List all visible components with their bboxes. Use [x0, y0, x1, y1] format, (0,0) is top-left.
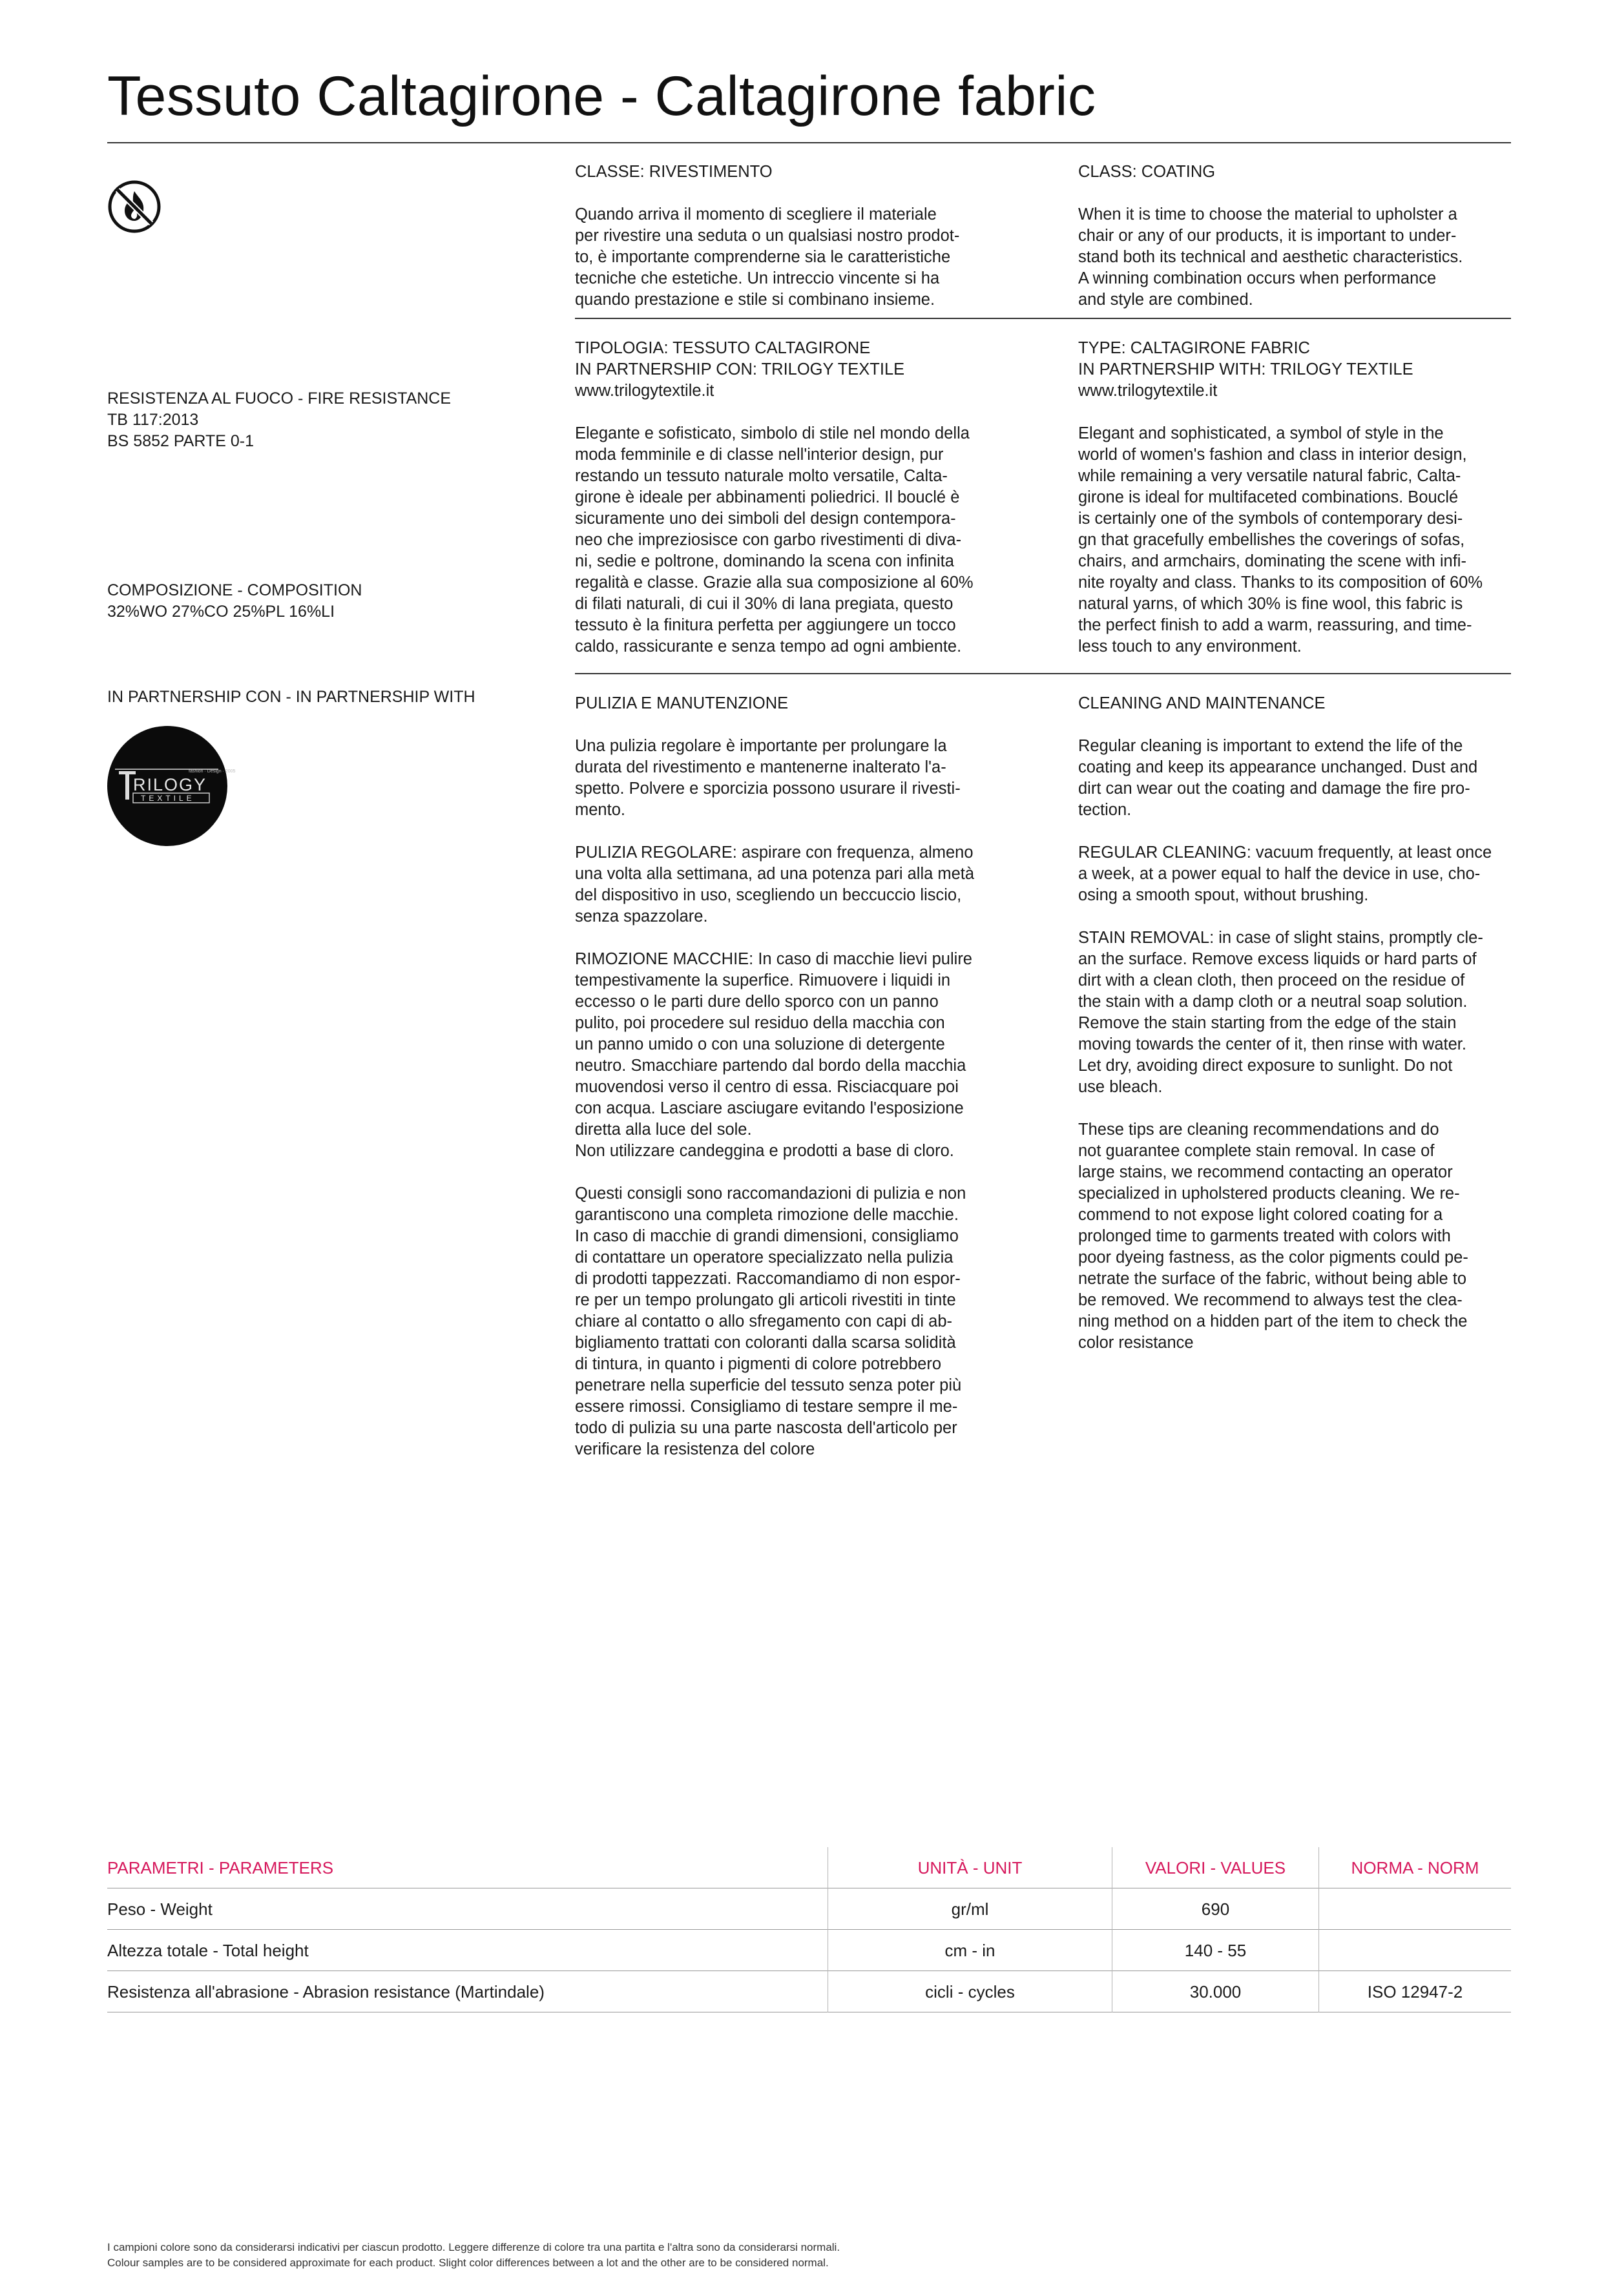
text-line: con acqua. Lasciare asciugare evitando l'esposizione — [575, 1099, 964, 1117]
text-line: to, è importante comprenderne sia le caratteristiche — [575, 248, 951, 266]
table-header-row — [107, 1847, 1511, 1888]
header-norm: NORMA - NORM — [1318, 1847, 1511, 1888]
text-line: the stain with a damp cloth or a neutral soap solution. — [1078, 993, 1468, 1011]
text-line: sicuramente uno dei simboli del design contempora- — [575, 510, 956, 528]
text-line: restando un tessuto naturale molto versatile, Calta- — [575, 467, 948, 485]
text-line: large stains, we recommend contacting an operator — [1078, 1163, 1453, 1181]
text-line: coating and keep its appearance unchanged. Dust and — [1078, 758, 1478, 776]
fire-resistance-value: BS 5852 PARTE 0-1 — [107, 432, 254, 450]
parameter-name: Resistenza all'abrasione - Abrasion resistance (Martindale) — [107, 1982, 545, 2001]
text-line: durata del rivestimento e mantenerne inalterato l'a- — [575, 758, 946, 776]
text-line: tecniche che estetiche. Un intreccio vincente si ha — [575, 269, 940, 287]
text-line: tempestivamente la superfice. Rimuovere i liquidi in — [575, 971, 951, 989]
no-fire-icon — [107, 180, 162, 234]
italian-cleaning-section — [575, 693, 1006, 1460]
text-line: tection. — [1078, 801, 1132, 819]
english-type-section — [1078, 338, 1509, 657]
text-line: ni, sedie e poltrone, dominando la scena con infinita — [575, 552, 954, 570]
text-line: di tintura, in quanto i pigmenti di colore potrebbero — [575, 1355, 942, 1373]
title-divider — [107, 142, 1511, 143]
text-line: REGULAR CLEANING: vacuum frequently, at least once — [1078, 843, 1492, 862]
text-line: a week, at a power equal to half the device in use, cho- — [1078, 865, 1481, 883]
class-heading-it: CLASSE: RIVESTIMENTO — [575, 163, 773, 181]
parameter-norm: ISO 12947-2 — [1318, 1971, 1511, 2012]
composition-label: COMPOSIZIONE - COMPOSITION — [107, 581, 362, 599]
text-line: netrate the surface of the fabric, without being able to — [1078, 1270, 1467, 1288]
text-line: an the surface. Remove excess liquids or hard parts of — [1078, 950, 1477, 968]
text-line: Elegant and sophisticated, a symbol of style in the — [1078, 424, 1444, 442]
text-line: A winning combination occurs when performance — [1078, 269, 1437, 287]
text-line: ning method on a hidden part of the item to check the — [1078, 1312, 1468, 1330]
text-line: chiare al contatto o allo sfregamento con capi di ab- — [575, 1312, 953, 1330]
text-line: prolonged time to garments treated with colors with — [1078, 1227, 1451, 1245]
text-line: per rivestire una seduta o un qualsiasi nostro prodot- — [575, 227, 960, 245]
table-row — [107, 1930, 1511, 1971]
fire-resistance-value: TB 117:2013 — [107, 411, 199, 429]
partnership-heading-line: IN PARTNERSHIP CON: TRILOGY TEXTILE — [575, 360, 905, 378]
text-line: nite royalty and class. Thanks to its composition of 60% — [1078, 574, 1483, 592]
text-line: verificare la resistenza del colore — [575, 1440, 815, 1458]
parameter-unit: cicli - cycles — [828, 1971, 1112, 2012]
cleaning-tips-en — [1078, 1119, 1509, 1354]
parameter-unit: cm - in — [828, 1930, 1112, 1971]
header-unit: UNITÀ - UNIT — [828, 1847, 1112, 1888]
parameter-value: 140 - 55 — [1112, 1930, 1318, 1971]
text-line: is certainly one of the symbols of contemporary desi- — [1078, 510, 1463, 528]
class-text-en — [1078, 204, 1509, 311]
text-line: garantiscono una completa rimozione delle macchie. — [575, 1206, 959, 1224]
text-line: gn that gracefully embellishes the coverings of sofas, — [1078, 531, 1465, 549]
text-line: re per un tempo prolungato gli articoli rivestiti in tinte — [575, 1291, 956, 1309]
parameter-norm — [1318, 1930, 1511, 1971]
page-title: Tessuto Caltagirone - Caltagirone fabric — [107, 65, 1096, 127]
text-line: and style are combined. — [1078, 291, 1253, 309]
type-text-it — [575, 423, 1006, 657]
text-line: These tips are cleaning recommendations and do — [1078, 1121, 1439, 1139]
text-line: chair or any of our products, it is important to under- — [1078, 227, 1457, 245]
cleaning-tips-it — [575, 1183, 1006, 1460]
parameter-norm — [1318, 1888, 1511, 1930]
text-line: specialized in upholstered products cleaning. We re- — [1078, 1184, 1460, 1203]
stain-removal-en — [1078, 927, 1509, 1098]
text-line: RIMOZIONE MACCHIE: In caso di macchie lievi pulire — [575, 950, 972, 968]
parameter-unit: gr/ml — [828, 1888, 1112, 1930]
text-line: moving towards the center of it, then rinse with water. — [1078, 1035, 1466, 1053]
fire-resistance-label: RESISTENZA AL FUOCO - FIRE RESISTANCE — [107, 389, 452, 408]
text-line: caldo, rassicurante e senza tempo ad ogni ambiente. — [575, 637, 962, 656]
text-line: PULIZIA REGOLARE: aspirare con frequenza, almeno — [575, 843, 974, 862]
table-row — [107, 1971, 1511, 2012]
text-line: pulito, poi procedere sul residuo della macchia con — [575, 1014, 945, 1032]
text-line: tessuto è la finitura perfetta per aggiungere un tocco — [575, 616, 956, 634]
text-line: Regular cleaning is important to extend the life of the — [1078, 737, 1463, 755]
footer-disclaimer — [107, 2240, 840, 2271]
text-line: regalità e classe. Grazie alla sua composizione al 60% — [575, 574, 974, 592]
text-line: Questi consigli sono raccomandazioni di pulizia e non — [575, 1184, 966, 1203]
cleaning-intro-it — [575, 736, 1006, 821]
text-line: In caso di macchie di grandi dimensioni, consigliamo — [575, 1227, 959, 1245]
table-row — [107, 1888, 1511, 1930]
class-text-it — [575, 204, 1006, 311]
text-line: while remaining a very versatile natural fabric, Calta- — [1078, 467, 1461, 485]
text-line: penetrare nella superficie del tessuto senza poter più — [575, 1376, 962, 1394]
composition-value: 32%WO 27%CO 25%PL 16%LI — [107, 603, 335, 621]
text-line: di prodotti tappezzati. Raccomandiamo di non espor- — [575, 1270, 961, 1288]
text-line: senza spazzolare. — [575, 907, 708, 926]
text-line: muovendosi verso il centro di essa. Risciacquare poi — [575, 1078, 959, 1096]
text-line: Una pulizia regolare è importante per prolungare la — [575, 737, 947, 755]
logo-text: RILOGY — [133, 775, 207, 794]
english-column — [1078, 161, 1509, 311]
parameter-value: 690 — [1112, 1888, 1318, 1930]
text-line: When it is time to choose the material to upholster a — [1078, 205, 1457, 223]
text-line: not guarantee complete stain removal. In case of — [1078, 1142, 1435, 1160]
text-line: del dispositivo in uso, scegliendo un beccuccio liscio, — [575, 886, 962, 904]
text-line: girone è ideale per abbinamenti poliedrici. Il bouclé è — [575, 488, 960, 506]
text-line: un panno umido o con una soluzione di detergente — [575, 1035, 945, 1053]
text-line: color resistance — [1078, 1334, 1194, 1352]
fire-resistance-block — [107, 388, 495, 452]
text-line: eccesso o le parti dure dello sporco con un panno — [575, 993, 939, 1011]
text-line: girone is ideal for multifaceted combinations. Bouclé — [1078, 488, 1459, 506]
text-line: neutro. Smacchiare partendo dal bordo della macchia — [575, 1057, 966, 1075]
text-line: osing a smooth spout, without brushing. — [1078, 886, 1369, 904]
text-line: todo di pulizia su una parte nascosta dell'articolo per — [575, 1419, 957, 1437]
text-line: world of women's fashion and class in interior design, — [1078, 446, 1467, 464]
composition-block — [107, 580, 495, 623]
text-line: mento. — [575, 801, 625, 819]
text-line: be removed. We recommend to always test the clea- — [1078, 1291, 1463, 1309]
type-heading-line: TYPE: CALTAGIRONE FABRIC — [1078, 339, 1310, 357]
text-line: di filati naturali, di cui il 30% di lana pregiata, questo — [575, 595, 953, 613]
type-heading-line: TIPOLOGIA: TESSUTO CALTAGIRONE — [575, 339, 871, 357]
partnership-heading-line: IN PARTNERSHIP WITH: TRILOGY TEXTILE — [1078, 360, 1413, 378]
text-line: quando prestazione e stile si combinano insieme. — [575, 291, 935, 309]
text-line: less touch to any environment. — [1078, 637, 1302, 656]
text-line: di contattare un operatore specializzato nella pulizia — [575, 1248, 953, 1267]
regular-cleaning-it — [575, 842, 1006, 927]
logo-subtext: TEXTILE — [141, 794, 195, 803]
website-link[interactable]: www.trilogytextile.it — [575, 382, 714, 400]
regular-cleaning-en — [1078, 842, 1509, 906]
text-line: stand both its technical and aesthetic characteristics. — [1078, 248, 1463, 266]
text-line: STAIN REMOVAL: in case of slight stains, promptly cle- — [1078, 929, 1483, 947]
parameter-value: 30.000 — [1112, 1971, 1318, 2012]
cleaning-intro-en — [1078, 736, 1509, 821]
type-heading-en — [1078, 338, 1509, 402]
text-line: commend to not expose light colored coating for a — [1078, 1206, 1443, 1224]
text-line: natural yarns, of which 30% is fine wool, this fabric is — [1078, 595, 1463, 613]
italian-column — [575, 161, 1006, 311]
text-line: dirt can wear out the coating and damage the fire pro- — [1078, 780, 1470, 798]
parameters-table — [107, 1847, 1511, 2012]
partnership-label: IN PARTNERSHIP CON - IN PARTNERSHIP WITH — [107, 688, 475, 706]
website-link[interactable]: www.trilogytextile.it — [1078, 382, 1218, 400]
text-line: Remove the stain starting from the edge of the stain — [1078, 1014, 1457, 1032]
text-line: diretta alla luce del sole. — [575, 1121, 752, 1139]
text-line: una volta alla settimana, ad una potenza pari alla metà — [575, 865, 975, 883]
stain-removal-it — [575, 949, 1006, 1162]
text-line: use bleach. — [1078, 1078, 1163, 1096]
footer-line-en: Colour samples are to be considered approximate for each product. Slight color differences between a lot and the other are to be considered normal. — [107, 2257, 829, 2269]
header-values: VALORI - VALUES — [1112, 1847, 1318, 1888]
text-line: the perfect finish to add a warm, reassuring, and time- — [1078, 616, 1472, 634]
footer-line-it: I campioni colore sono da considerarsi indicativi per ciascun prodotto. Leggere differenze di colore tra una partita e l'altra sono da considerarsi normali. — [107, 2241, 840, 2253]
type-heading-it — [575, 338, 1006, 402]
text-line: moda femminile e di classe nell'interior design, pur — [575, 446, 944, 464]
text-line: Elegante e sofisticato, simbolo di stile nel mondo della — [575, 424, 970, 442]
partnership-block — [107, 687, 495, 708]
text-line: essere rimossi. Consigliamo di testare sempre il me- — [575, 1398, 958, 1416]
english-cleaning-section — [1078, 693, 1509, 1354]
logo-small-text: fashion · Design · 2005 — [189, 769, 236, 774]
text-line: chairs, and armchairs, dominating the scene with infi- — [1078, 552, 1466, 570]
text-line: Quando arriva il momento di scegliere il materiale — [575, 205, 937, 223]
text-line: neo che impreziosisce con garbo rivestimenti di diva- — [575, 531, 962, 549]
text-line: bigliamento trattati con coloranti dalla scarsa solidità — [575, 1334, 956, 1352]
parameter-name: Altezza totale - Total height — [107, 1941, 309, 1960]
section-divider — [575, 673, 1511, 674]
type-text-en — [1078, 423, 1509, 657]
text-line: poor dyeing fastness, as the color pigments could pe- — [1078, 1248, 1468, 1267]
class-heading-en: CLASS: COATING — [1078, 163, 1216, 181]
header-parameters: PARAMETRI - PARAMETERS — [107, 1858, 334, 1877]
section-divider — [575, 318, 1511, 319]
cleaning-heading-it: PULIZIA E MANUTENZIONE — [575, 694, 789, 712]
text-line: spetto. Polvere e sporcizia possono usurare il rivesti- — [575, 780, 961, 798]
parameter-name: Peso - Weight — [107, 1899, 213, 1919]
text-line: Non utilizzare candeggina e prodotti a base di cloro. — [575, 1142, 954, 1160]
text-line: dirt with a clean cloth, then proceed on the residue of — [1078, 971, 1465, 989]
trilogy-textile-logo — [107, 726, 236, 846]
cleaning-heading-en: CLEANING AND MAINTENANCE — [1078, 694, 1326, 712]
italian-type-section — [575, 338, 1006, 657]
text-line: Let dry, avoiding direct exposure to sunlight. Do not — [1078, 1057, 1453, 1075]
